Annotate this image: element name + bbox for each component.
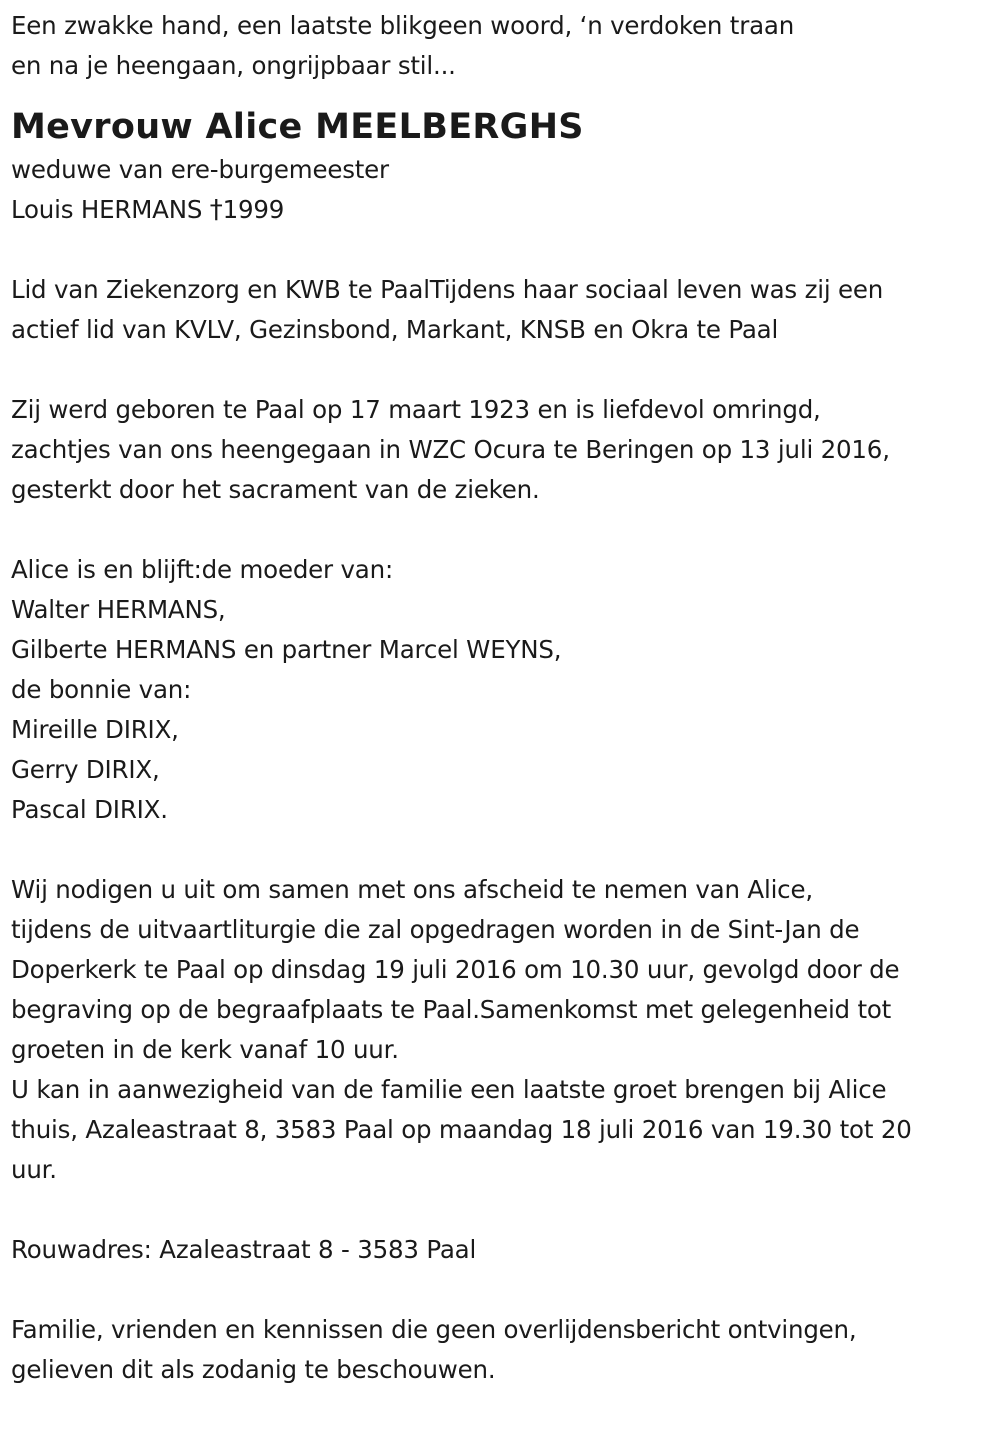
deceased-name: Mevrouw Alice MEELBERGHS — [11, 107, 584, 147]
funeral-line: uur. — [11, 1155, 57, 1184]
spacer — [11, 230, 989, 270]
membership-section — [11, 270, 989, 350]
poem-line-1: Een zwakke hand, een laatste blikgeen woord, ‘n verdoken traan — [11, 11, 795, 40]
child-item: Walter HERMANS, — [11, 595, 226, 624]
life-line-2: zachtjes van ons heengegaan in WZC Ocura te Beringen op 13 juli 2016, — [11, 435, 890, 464]
notice-line-1: Familie, vrienden en kennissen die geen overlijdensbericht ontvingen, — [11, 1315, 857, 1344]
funeral-line: U kan in aanwezigheid van de familie een laatste groet brengen bij Alice — [11, 1075, 887, 1104]
funeral-line: tijdens de uitvaartliturgie die zal opgedragen worden in de Sint-Jan de — [11, 915, 860, 944]
bonnie-intro: de bonnie van: — [11, 675, 192, 704]
life-section — [11, 390, 989, 510]
grandchild-item: Pascal DIRIX. — [11, 795, 168, 824]
funeral-section — [11, 870, 989, 1190]
life-line-1: Zij werd geboren te Paal op 17 maart 1923 en is liefdevol omringd, — [11, 395, 821, 424]
spacer — [11, 830, 989, 870]
poem-section — [11, 6, 989, 86]
widow-line: weduwe van ere-burgemeester — [11, 155, 389, 184]
spacer — [11, 350, 989, 390]
grandchild-item: Mireille DIRIX, — [11, 715, 179, 744]
membership-line-2: actief lid van KVLV, Gezinsbond, Markant, KNSB en Okra te Paal — [11, 315, 779, 344]
family-section — [11, 550, 989, 830]
spouse-year: 1999 — [222, 195, 285, 224]
funeral-line: Doperkerk te Paal op dinsdag 19 juli 2016 om 10.30 uur, gevolgd door de — [11, 955, 900, 984]
funeral-line: thuis, Azaleastraat 8, 3583 Paal op maandag 18 juli 2016 van 19.30 tot 20 — [11, 1115, 912, 1144]
poem-line-2: en na je heengaan, ongrijpbaar stil... — [11, 51, 456, 80]
spouse-name: Louis HERMANS — [11, 195, 203, 224]
notice-line-2: gelieven dit als zodanig te beschouwen. — [11, 1355, 496, 1384]
cross-icon: † — [209, 195, 223, 225]
life-line-3: gesterkt door het sacrament van de zieken. — [11, 475, 540, 504]
funeral-line: Wij nodigen u uit om samen met ons afscheid te nemen van Alice, — [11, 875, 813, 904]
funeral-line: begraving op de begraafplaats te Paal.Samenkomst met gelegenheid tot — [11, 995, 892, 1024]
spacer — [11, 1190, 989, 1230]
spouse-line — [11, 190, 989, 230]
membership-line-1: Lid van Ziekenzorg en KWB te PaalTijdens haar sociaal leven was zij een — [11, 275, 884, 304]
spouse-section — [11, 150, 989, 230]
child-item: Gilberte HERMANS en partner Marcel WEYNS, — [11, 635, 562, 664]
grandchild-item: Gerry DIRIX, — [11, 755, 160, 784]
spacer — [11, 510, 989, 550]
spacer — [11, 1270, 989, 1310]
notice-section — [11, 1310, 989, 1390]
mourning-address: Rouwadres: Azaleastraat 8 - 3583 Paal — [11, 1235, 477, 1264]
funeral-line: groeten in de kerk vanaf 10 uur. — [11, 1035, 399, 1064]
family-intro: Alice is en blijft:de moeder van: — [11, 555, 394, 584]
